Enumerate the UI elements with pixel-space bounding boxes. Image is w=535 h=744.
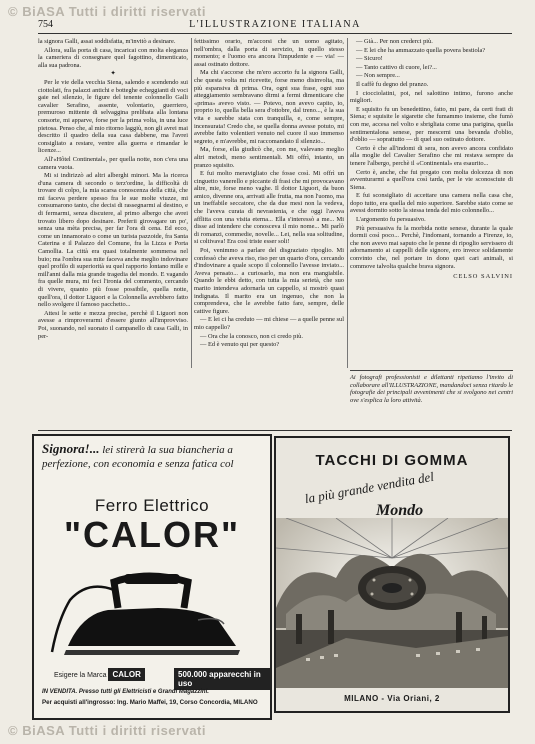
article-paragraph: — Già... Per non crederci più. [356, 38, 433, 45]
author-signature: CELSO SALVINI [453, 273, 513, 281]
ad-brand-name: "CALOR" [63, 514, 241, 555]
article-paragraph: Ma, forse, ella giudicò che, con me, valevano meglio altri metodi, meno sentimentali. Mi offrì, intanto, un pranzo squisito. [194, 146, 344, 169]
article-paragraph: E fui sconsigliato di accettare una camera nella casa che, dopo tutto, era quella del mio superiore. Sarebbe stato come se avessi dormito sotto la stessa tenda del mio colonnello... [350, 192, 513, 215]
article-paragraph: — Ed è venuto qui per questo? [200, 341, 280, 349]
article-column-2 [194, 38, 344, 366]
article-paragraph: Ma chi s'accorse che m'ero accorto fu la signora Galli, che questa volta mi ricevette, forse meno disinvolta, ma più espansiva di prima. Ora, ogni sua frase, ogni suo atteggiamento sembravano dirmi a fermi dimenticare che «prima» avevo visto. — Potevo, non avevo capito, io, proprio io, quella bella sera d'ottobre, dal treno..., è la sua vita e sarebbe stata con tranquilla, e, come sempre, incensurata! Credo che, se quella donna avesse potuto, mi avrebbe fatto volentieri venuto nel cuore il suo immenso segreto, e m'avrebbe, mi raccomandato il silenzio... [194, 69, 344, 145]
article-column-3 [350, 38, 513, 368]
article-paragraph: — Non sempre... [356, 72, 400, 80]
ad-usage-count [174, 668, 270, 690]
article-paragraph: fettissimo orario, m'accorsi che un uomo agitato, nell'ombra, dalla porta di servizio, in quello stesso momento; e l'uomo era ancora l'impudente e — via! — assai ostinato dottore. [194, 38, 344, 68]
ad-address: MILANO - Via Oriani, 2 [344, 694, 440, 703]
publication-title: L'ILLUSTRAZIONE ITALIANA [189, 19, 361, 30]
ad-sale-info: IN VENDITA. Presso tutti gli Elettricisti e Grandi Magazzini. [42, 689, 209, 695]
factory-and-heel-illustration [276, 518, 508, 688]
article-paragraph: — Tanto cattivo di cuore, lei?... [356, 63, 437, 71]
ad-title: TACCHI DI GOMMA [315, 452, 469, 469]
calor-iron-advertisement [32, 434, 272, 720]
article-paragraph: Mi si indirizzò ad altri alberghi minori. Ma la ricerca d'una camera di secondo o terz'ordine, la difficoltà di trovare di colpo, la mia scarsa conoscenza della città, che mi faceva perdere spesso fra le sue molte viuzze, mi consumarono tanto, che decisi di rassegnarmi al destino, e di fermarmi, senza discutere, al primo albergo che avrei trovato libero dopo desinare. Preferii girovagare un po', senza una mèta precisa, per far l'ora di cena. Ed ecco, come un innamorato o come un turista pazzoide, fra Santa Caterina e il Palazzo del Comune, fra la Lizza e Porta Camollia. La città era quasi totalmente sommersa nel buio; ma l'ombra sua mite faceva anche meglio indovinare quel profilo di superiorità su quel rapporto lontano mille e mill'anni dalla mia grande tragedia del mondo. E vagando fra quelle mura, mi feci l'ironia del commento, cercando di vivere, quanto più fosse possibile, quella notte, quell'ora, il dottor Liguori e la Colonnella avrebbero fatto nello svolgere il famoso pacchetto... [38, 172, 188, 309]
ad-slogan-lead: Signora!... [42, 441, 100, 456]
article-paragraph: Certo è che all'indomi di sera, non avevo ancora confidato alla moglie del Cavalier Serafino che mi restava sempre da tenere l'albergo, perchè il «Continental» era esaurito... [350, 144, 513, 167]
article-paragraph: Il caffè fu degno del pranzo. [356, 80, 429, 88]
ad-mark-note [54, 668, 145, 681]
article-paragraph: E squisito fu un benedettino, fatto, mi pare, da certi frati di Siena; e squisite le sigarette che fumammo insieme, che fumò con me, accesa nel volto e sbrigliata come una parigina, quella sentimentalona senese, per mescerni una bevanda d'oblio, d'oblio — soprattutto — di quel suo ostinato dottore. [350, 105, 513, 144]
article-paragraph: E fui molto meravigliato che fosse così. Mi offrì un cinguetto vanerello e piccante di frasi che mi provocavano altre, mie, forse meno vaghe. Il dottor Liguori, da buon amico, divenne ora, arrivati alle frutta, ma non l'uomo, ma un ineffabile seccatore, che da due mesi non la vedeva, che l'aveva curata di nevrastenia, e che oggi l'aveva afflitta con una visita eterna... Ella s'interessò a me... Mi disse ad intendere che conosceva il mio nome... Mi parlò di romanzi, commedie, novelle... Lei, nella sua solitudine, si coltivava! Era così triste esser soli! [194, 170, 344, 246]
article-paragraph: — E lei che ha ammazzato quella povera bestiola? [356, 46, 486, 54]
ad-tagline-word: Mondo [376, 502, 424, 519]
ad-wholesale-info: Per acquisti all'ingrosso: Ing. Mario Maffei, 19, Corso Concordia, MILANO [42, 699, 258, 706]
page-header [38, 19, 512, 34]
photographers-notice: Ai fotografi professionisti e dilettanti ripetiamo l'invito di collaborare all'ILLUSTRAZIONE, mandandoci senza ritardo le fotografie dei principali avvenimenti che si svolgono nei centri ove s'esplica la loro attività. [350, 370, 513, 429]
ad-usage-count-box: 500.000 apparecchi in uso [174, 668, 270, 690]
article-paragraph: Per le vie della vecchia Siena, salendo e scendendo sui ciottolati, fra palazzi antichi e botteghe echeggianti di voci gaie nel silenzio, le figure del tenente colonnello Galli cavalier Serafino, assente, volontario, guerriero, premuroso mittente di selvaggina prelibata alla lontana consorte, mi apparve, forse per la prima volta, in una luce pietosa. Penso che, al mio ritorno laggiù, non gli avrei mai descritto il quadro della sua casa dabbene, ma l'avrei consigliato a restare, ventre alla guerra e rimandar le licenze... [38, 78, 188, 155]
column-divider [191, 38, 192, 368]
article-paragraph: L'argomento fu persuasivo. [356, 216, 426, 224]
article-paragraph: Attesi le sette e mezza precise, perchè il Liguori non avesse a rimproverarmi d'essere giunto all'improvviso. Poi, suonando, nel suonato il campanello di casa Galli, in per- [38, 309, 188, 340]
article-paragraph: Allora, sulla porta di casa, incaricai con molta eleganza la cameriera di consegnare quel fagottino, dimenticato, alla sua padrona. [38, 46, 188, 69]
electric-iron-illustration [48, 560, 256, 660]
article-paragraph: All'«Hôtel Continental», per quella notte, non c'era una camera vuota. [38, 155, 188, 171]
article-paragraph: Certo è, anche, che fui pregato con molta dolcezza di non avventurarmi a quell'ora così tarda, per le vie sconosciute di Siena. [350, 168, 513, 191]
article-paragraph: — E lei ci ha creduto — mi chiese — a quelle penne sul mio cappello? [194, 316, 344, 331]
ad-product-line: Ferro Elettrico [94, 496, 210, 515]
column-divider [347, 38, 348, 368]
article-paragraph: la signora Galli, assai soddisfatta, m'invitò a desinare. [38, 38, 176, 45]
ad-mark-prefix: Esigere la Marca [54, 672, 107, 679]
rubber-heels-advertisement [274, 436, 510, 713]
article-paragraph: — Sicuro! [356, 55, 383, 63]
watermark-bottom: © BiASA Tutti i diritti riservati [8, 723, 206, 738]
watermark-top: © BiASA Tutti i diritti riservati [8, 4, 206, 19]
ad-slogan [42, 442, 262, 471]
article-column-1 [38, 38, 188, 366]
page-number: 754 [38, 19, 53, 30]
ad-mark-box: CALOR [108, 668, 144, 681]
article-paragraph: Più persuasiva fu la morbida notte senese, durante la quale dormii così poco... Perchè, l'indomani, tornando a Firenze, io, che non avevo mai saputo che le penne di ripoglio servissero di adornamento ai cappelli delle signore, ero invece solidamente convinto che, nel portare in dono quei cari animali, si commove talvolta qualche brava signora. [350, 224, 513, 270]
ad-tagline: la più grande vendita del [303, 468, 435, 507]
article-paragraph: — Ora che la conosco, non ci credo più. [200, 332, 303, 340]
section-divider [38, 430, 512, 431]
article-paragraph: Poi, venimmo a parlare del disgraziato ripoglio. Mi confessò che aveva riso, riso per un quarto d'ora, cercando d'indovinare a quale scopo il colonnello l'avesse inviato... Aveva pensato... a curiosarlo, ma non era mangiabile. Quando le ebbi detto, con tutta la mia serietà, che suo marito intendeva adornarla un cappello, si mostrò quasi indignata. Il marito era un ingenuo, che non la comprendeva, che le avrebbe fatto fare, sempre, delle cattive figure. [194, 247, 344, 315]
section-ornament: ✦ [110, 70, 116, 78]
article-paragraph: I ciocciolatini, poi, nel salottino intimo, furono anche migliori. [350, 89, 513, 105]
ad-slogan-text: lei stirerà la sua biancheria a perfezione, con economia e senza fatica col [42, 444, 234, 470]
